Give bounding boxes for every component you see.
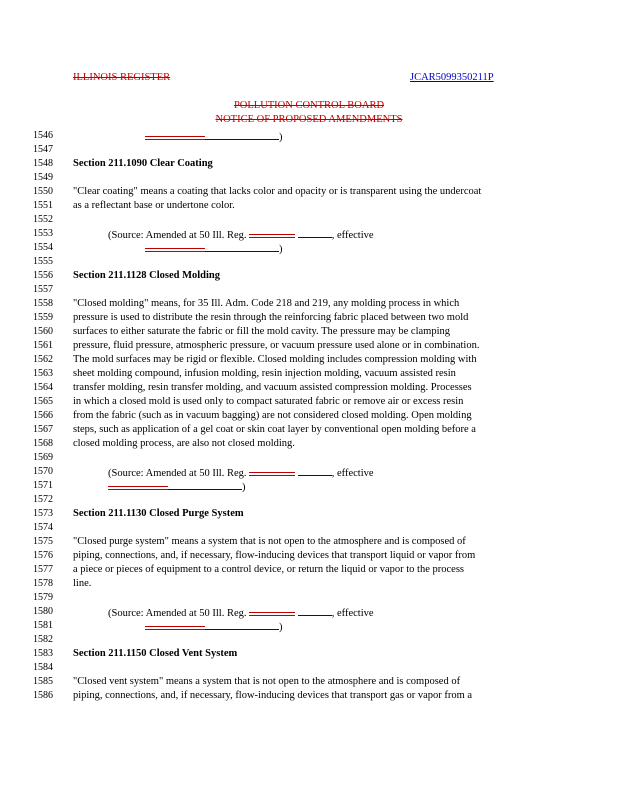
body-line: steps, such as application of a gel coat or skin coat layer by conventional open molding before a bbox=[73, 424, 476, 435]
deleted-date-mark bbox=[145, 626, 205, 630]
line-number: 1550 bbox=[33, 186, 53, 197]
notice-title: NOTICE OF PROPOSED AMENDMENTS bbox=[215, 114, 403, 125]
line-number: 1547 bbox=[33, 144, 53, 155]
deleted-date-mark bbox=[108, 486, 168, 490]
line-number: 1552 bbox=[33, 214, 53, 225]
source-close-line: ) bbox=[145, 130, 283, 143]
register-header: ILLINOIS REGISTER bbox=[73, 72, 171, 83]
line-number: 1546 bbox=[33, 130, 53, 141]
body-line: "Clear coating" means a coating that lacks color and opacity or is transparent using the undercoat bbox=[73, 186, 482, 197]
deleted-reg-mark bbox=[249, 472, 295, 476]
line-number: 1585 bbox=[33, 676, 53, 687]
line-number: 1586 bbox=[33, 690, 53, 701]
body-line: as a reflectant base or undertone color. bbox=[73, 200, 235, 211]
line-number: 1579 bbox=[33, 592, 53, 603]
inserted-date-mark bbox=[205, 242, 279, 252]
line-number: 1572 bbox=[33, 494, 53, 505]
body-line: transfer molding, resin transfer molding, and vacuum assisted compression molding. Processes bbox=[73, 382, 472, 393]
body-line: "Closed molding" means, for 35 Ill. Adm. Code 218 and 219, any molding process in which bbox=[73, 298, 460, 309]
body-line: pressure, fluid pressure, atmospheric pressure, or vacuum pressure used alone or in combination. bbox=[73, 340, 480, 351]
body-line: The mold surfaces may be rigid or flexible. Closed molding includes compression molding with bbox=[73, 354, 477, 365]
source-close-line: ) bbox=[145, 242, 283, 255]
line-number: 1576 bbox=[33, 550, 53, 561]
deleted-date-mark bbox=[145, 248, 205, 252]
source-note: (Source: Amended at 50 Ill. Reg. , effective bbox=[108, 230, 374, 241]
line-number: 1563 bbox=[33, 368, 53, 379]
line-number: 1554 bbox=[33, 242, 53, 253]
line-number: 1558 bbox=[33, 298, 53, 309]
body-line: in which a closed mold is used only to compact saturated fabric or remove air or excess resin bbox=[73, 396, 464, 407]
line-number: 1551 bbox=[33, 200, 53, 211]
line-number: 1570 bbox=[33, 466, 53, 477]
body-line: surfaces to either saturate the fabric or fill the mold cavity. The pressure may be clamping bbox=[73, 326, 450, 337]
line-number: 1575 bbox=[33, 536, 53, 547]
line-number: 1581 bbox=[33, 620, 53, 631]
line-number: 1556 bbox=[33, 270, 53, 281]
inserted-date-mark bbox=[168, 480, 242, 490]
inserted-date-mark bbox=[205, 130, 279, 140]
section-heading: Section 211.1090 Clear Coating bbox=[73, 158, 213, 169]
deleted-reg-mark bbox=[249, 234, 295, 238]
line-number: 1561 bbox=[33, 340, 53, 351]
body-line: sheet molding compound, infusion molding, resin injection molding, vacuum assisted resin bbox=[73, 368, 456, 379]
board-title: POLLUTION CONTROL BOARD bbox=[233, 100, 385, 111]
line-number: 1549 bbox=[33, 172, 53, 183]
section-heading: Section 211.1150 Closed Vent System bbox=[73, 648, 238, 659]
body-line: a piece or pieces of equipment to a control device, or return the liquid or vapor to the process bbox=[73, 564, 464, 575]
source-close-line: ) bbox=[145, 620, 283, 633]
source-note: (Source: Amended at 50 Ill. Reg. , effective bbox=[108, 468, 374, 479]
jcar-code: JCAR5099350211P bbox=[410, 72, 494, 83]
source-close-line: ) bbox=[108, 480, 246, 493]
inserted-reg-mark bbox=[298, 228, 332, 238]
line-number: 1573 bbox=[33, 508, 53, 519]
body-line: pressure is used to distribute the resin through the reinforcing fabric placed between two mold bbox=[73, 312, 469, 323]
line-number: 1562 bbox=[33, 354, 53, 365]
line-number: 1580 bbox=[33, 606, 53, 617]
source-note: (Source: Amended at 50 Ill. Reg. , effective bbox=[108, 608, 374, 619]
line-number: 1571 bbox=[33, 480, 53, 491]
line-number: 1578 bbox=[33, 578, 53, 589]
body-line: "Closed vent system" means a system that is not open to the atmosphere and is composed of bbox=[73, 676, 461, 687]
line-number: 1577 bbox=[33, 564, 53, 575]
deleted-reg-mark bbox=[249, 612, 295, 616]
line-number: 1584 bbox=[33, 662, 53, 673]
inserted-reg-mark bbox=[298, 466, 332, 476]
line-number: 1555 bbox=[33, 256, 53, 267]
line-number: 1565 bbox=[33, 396, 53, 407]
line-number: 1568 bbox=[33, 438, 53, 449]
line-number: 1582 bbox=[33, 634, 53, 645]
line-number: 1559 bbox=[33, 312, 53, 323]
line-number: 1560 bbox=[33, 326, 53, 337]
line-number: 1566 bbox=[33, 410, 53, 421]
line-number: 1548 bbox=[33, 158, 53, 169]
line-number: 1557 bbox=[33, 284, 53, 295]
body-line: piping, connections, and, if necessary, flow-inducing devices that transport gas or vapor from a bbox=[73, 690, 473, 701]
line-number: 1583 bbox=[33, 648, 53, 659]
inserted-date-mark bbox=[205, 620, 279, 630]
body-line: from the fabric (such as in vacuum bagging) are not considered closed molding. Open molding bbox=[73, 410, 472, 421]
deleted-date-mark bbox=[145, 136, 205, 140]
line-number: 1574 bbox=[33, 522, 53, 533]
body-line: line. bbox=[73, 578, 92, 589]
line-number: 1553 bbox=[33, 228, 53, 239]
line-number: 1567 bbox=[33, 424, 53, 435]
body-line: piping, connections, and, if necessary, flow-inducing devices that transport liquid or vapor from bbox=[73, 550, 476, 561]
line-number: 1564 bbox=[33, 382, 53, 393]
section-heading: Section 211.1130 Closed Purge System bbox=[73, 508, 244, 519]
inserted-reg-mark bbox=[298, 606, 332, 616]
line-number: 1569 bbox=[33, 452, 53, 463]
body-line: closed molding process, are also not closed molding. bbox=[73, 438, 295, 449]
section-heading: Section 211.1128 Closed Molding bbox=[73, 270, 221, 281]
body-line: "Closed purge system" means a system that is not open to the atmosphere and is composed of bbox=[73, 536, 466, 547]
